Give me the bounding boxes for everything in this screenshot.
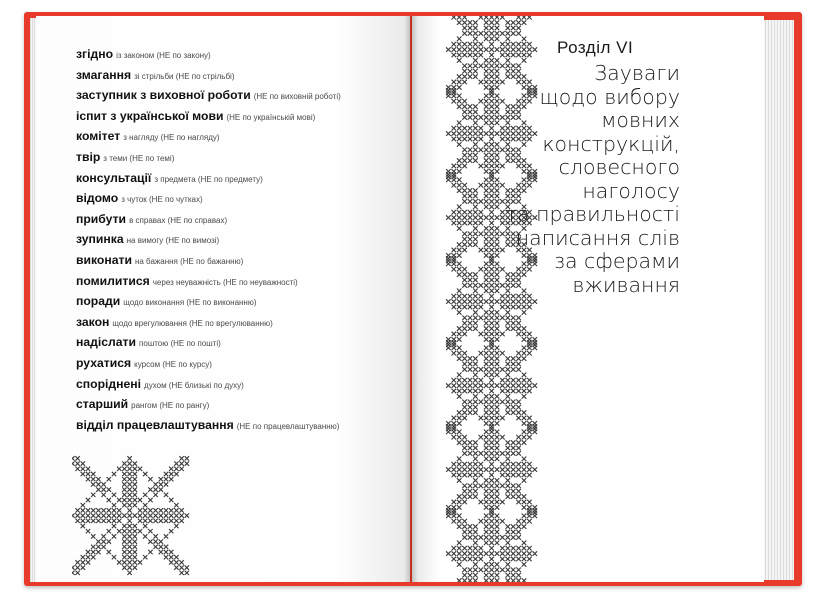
entry-note: зі стрільби (НЕ по стрільбі): [134, 71, 235, 81]
list-item: [76, 126, 406, 147]
entry-term: твір: [76, 149, 101, 164]
entry-note: з теми (НЕ по темі): [103, 153, 175, 163]
page-edges-right: [760, 20, 794, 580]
list-item: [76, 188, 406, 209]
entry-note: (НЕ по працевлаштуванню): [236, 421, 340, 431]
entry-note: духом (НЕ близькі по духу): [144, 380, 244, 390]
entry-term: згідно: [76, 47, 114, 61]
entry-term: закон: [76, 314, 110, 329]
section-title-line: та правильності: [505, 202, 680, 226]
entry-term: відділ працевлаштування: [76, 417, 234, 432]
entry-term: змагання: [76, 67, 132, 82]
entry-note: на вимогу (НЕ по вимозі): [126, 236, 220, 246]
list-item: [76, 229, 406, 250]
entry-term: старший: [76, 397, 129, 412]
entry-term: виконати: [76, 252, 132, 267]
section-title-line: мовних: [600, 108, 680, 132]
list-item: [76, 394, 406, 415]
list-item: [76, 312, 406, 333]
entry-term: відомо: [76, 191, 119, 206]
list-item: [76, 168, 406, 189]
entry-note: в справах (НЕ по справах): [129, 215, 228, 225]
entry-term: заступник з виховної роботи: [76, 88, 251, 103]
entry-term: рухатися: [76, 355, 132, 370]
entry-note: з предмета (НЕ по предмету): [154, 174, 263, 184]
entry-term: зупинка: [76, 232, 124, 247]
section-title-line: Зауваги: [594, 61, 680, 85]
section-title-line: щодо вибору: [539, 84, 680, 109]
list-item: [76, 209, 406, 230]
list-item: [76, 415, 406, 436]
entry-term: консультації: [76, 170, 152, 185]
list-item: [76, 291, 406, 312]
list-item: [76, 44, 406, 65]
list-item: [76, 332, 406, 353]
section-title-line: словесного: [558, 155, 680, 179]
entry-note: з чуток (НЕ по чутках): [121, 195, 203, 205]
section-title-line: вживання: [572, 272, 680, 297]
entry-note: щодо виконання (НЕ по виконанню): [123, 298, 257, 308]
entry-note: рангом (НЕ по рангу): [131, 401, 210, 411]
entry-note: із законом (НЕ по закону): [116, 51, 211, 60]
entry-note: щодо врегулювання (НЕ по врегулюванню): [112, 318, 273, 328]
book-gutter: [404, 16, 418, 582]
word-usage-list: [76, 44, 406, 435]
entry-term: поради: [76, 294, 121, 309]
entry-term: помилитися: [76, 273, 150, 288]
entry-note: на бажання (НЕ по бажанню): [134, 256, 244, 266]
list-item: [76, 271, 406, 292]
entry-note: курсом (НЕ по курсу): [134, 359, 212, 369]
entry-note: з нагляду (НЕ по нагляду): [123, 133, 220, 143]
list-item: [76, 106, 406, 127]
list-item: [76, 353, 406, 374]
entry-term: споріднені: [76, 376, 142, 391]
entry-note: через неуважність (НЕ по неуважності): [152, 277, 298, 287]
section-title: [480, 62, 680, 297]
embroidery-ornament-left: [72, 450, 190, 578]
entry-term: надіслати: [76, 335, 137, 350]
entry-term: прибути: [76, 211, 127, 226]
list-item: [76, 65, 406, 86]
entry-term: комітет: [76, 129, 121, 144]
entry-note: (НЕ по українській мові): [226, 112, 316, 122]
list-item: [76, 147, 406, 168]
list-item: [76, 250, 406, 271]
section-title-line: конструкцій,: [542, 131, 680, 156]
entry-note: поштою (НЕ по пошті): [139, 339, 221, 349]
section-title-line: написання слів: [515, 225, 680, 250]
entry-note: (НЕ по виховній роботі): [253, 92, 341, 102]
section-title-line: наголосу: [582, 178, 680, 203]
list-item: [76, 85, 406, 106]
section-title-line: за сферами: [553, 249, 680, 273]
entry-term: іспит з української мови: [76, 108, 224, 123]
section-label: Розділ VI: [557, 38, 634, 57]
list-item: [76, 374, 406, 395]
